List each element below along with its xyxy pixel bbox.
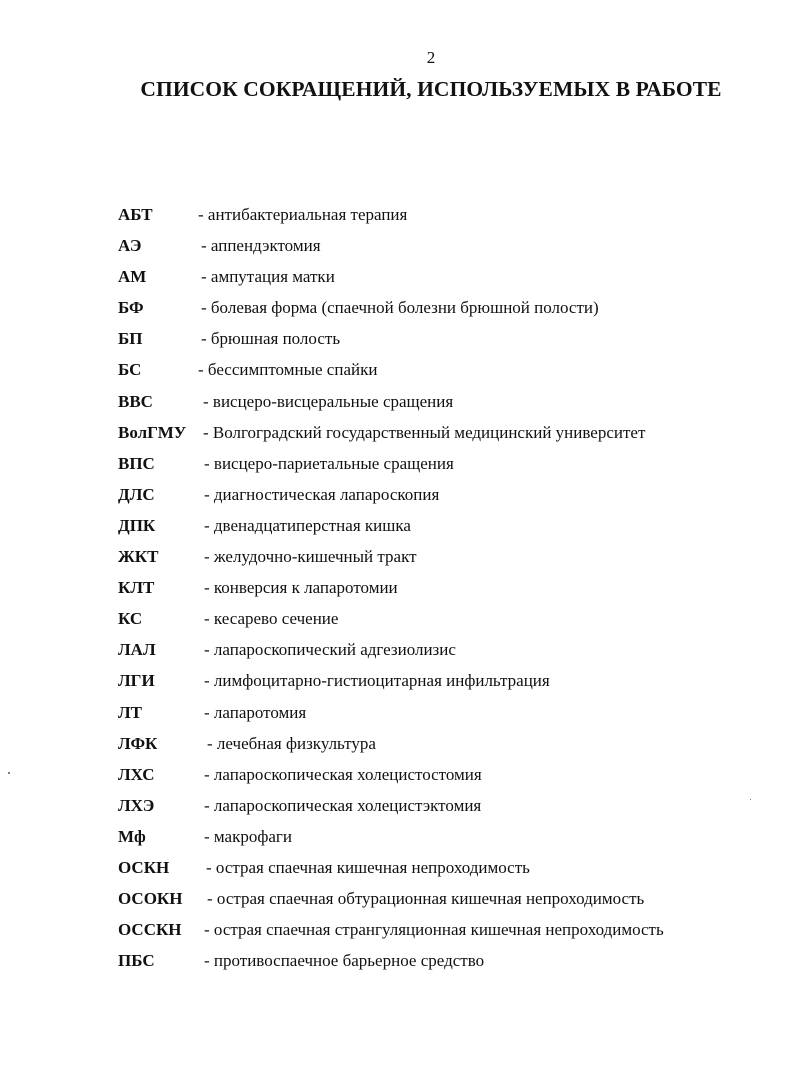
abbreviation-row-lhs [118,762,758,793]
abbreviation-term: ЛФК [118,733,158,753]
abbreviation-term: ЛХС [118,764,155,784]
abbreviation-row-oskn [118,855,758,886]
abbreviation-term: ОСОКН [118,889,183,909]
abbreviation-list [118,202,758,979]
abbreviation-term: ОССКН [118,920,182,940]
abbreviation-definition: - брюшная полость [201,329,341,349]
abbreviation-term: АМ [118,267,147,287]
abbreviation-row-bs [118,357,758,388]
abbreviation-row-klt [118,575,758,606]
scan-speck [750,799,751,800]
abbreviation-term: ЛАЛ [118,640,156,660]
abbreviation-definition: - желудочно-кишечный тракт [204,547,417,567]
abbreviation-row-ks [118,606,758,637]
abbreviation-row-volgmu [118,420,758,451]
abbreviation-definition: - макрофаги [204,826,292,846]
abbreviation-term: ЛГИ [118,671,155,691]
abbreviation-term: ЛТ [118,702,143,722]
abbreviation-row-ae [118,233,758,264]
abbreviation-row-lgi [118,668,758,699]
page-number: 2 [426,48,436,67]
abbreviation-term: КС [118,609,143,629]
scan-speck [8,772,10,774]
abbreviation-row-mf [118,824,758,855]
abbreviation-row-bp [118,326,758,357]
abbreviation-term: АЭ [118,236,142,256]
abbreviation-row-vps [118,451,758,482]
abbreviation-definition: - лимфоцитарно-гистиоцитарная инфильтрация [204,671,550,691]
abbreviation-term: БП [118,329,143,349]
abbreviation-definition: - Волгоградский государственный медицинский университет [203,422,646,442]
abbreviation-term: ВПС [118,453,155,473]
abbreviation-definition: - лечебная физкультура [207,733,376,753]
abbreviation-definition: - противоспаечное барьерное средство [204,951,485,971]
abbreviation-term: ЖКТ [118,547,159,567]
abbreviation-term: ОСКН [118,857,170,877]
abbreviation-definition: - кесарево сечение [204,609,339,629]
abbreviation-term: БФ [118,298,144,318]
abbreviation-row-pbs [118,948,758,979]
abbreviation-row-lhe [118,793,758,824]
abbreviation-definition: - конверсия к лапаротомии [204,578,398,598]
abbreviation-term: Мф [118,826,146,846]
abbreviation-term: ВолГМУ [118,422,187,442]
abbreviation-definition: - лапаротомия [204,702,307,722]
page-title: СПИСОК СОКРАЩЕНИЙ, ИСПОЛЬЗУЕМЫХ В РАБОТЕ [140,77,722,101]
abbreviation-row-dls [118,482,758,513]
abbreviation-definition: - болевая форма (спаечной болезни брюшной полости) [201,298,599,318]
abbreviation-term: ВВС [118,391,153,411]
abbreviation-term: ПБС [118,951,155,971]
abbreviation-term: ЛХЭ [118,795,155,815]
abbreviation-row-zhkt [118,544,758,575]
abbreviation-row-bf [118,295,758,326]
abbreviation-row-osskn [118,917,758,948]
abbreviation-definition: - двенадцатиперстная кишка [204,515,411,535]
abbreviation-definition: - лапароскопический адгезиолизис [204,640,456,660]
abbreviation-term: БС [118,360,142,380]
abbreviation-term: ДПК [118,515,156,535]
abbreviation-row-am [118,264,758,295]
abbreviation-definition: - лапароскопическая холецистостомия [204,764,482,784]
abbreviation-row-abt [118,202,758,233]
abbreviation-term: АБТ [118,205,153,224]
abbreviation-row-lt [118,700,758,731]
abbreviation-definition: - висцеро-париетальные сращения [204,453,454,473]
abbreviation-definition: - аппендэктомия [201,236,321,256]
abbreviation-definition: - острая спаечная кишечная непроходимость [206,857,530,877]
abbreviation-definition: - ампутация матки [201,267,335,287]
abbreviation-row-lfk [118,731,758,762]
abbreviation-row-lal [118,637,758,668]
abbreviation-row-osokn [118,886,758,917]
abbreviation-definition: - острая спаечная странгуляционная кишечная непроходимость [204,920,664,940]
abbreviation-row-vvs [118,389,758,420]
abbreviation-definition: - лапароскопическая холецистэктомия [204,795,482,815]
abbreviation-row-dpk [118,513,758,544]
abbreviation-definition: - бессимптомные спайки [198,360,378,380]
abbreviation-definition: - висцеро-висцеральные сращения [203,391,454,411]
abbreviation-definition: - диагностическая лапароскопия [204,484,440,504]
abbreviation-definition: - острая спаечная обтурационная кишечная непроходимость [207,889,645,909]
abbreviation-term: КЛТ [118,578,155,598]
abbreviation-definition: - антибактериальная терапия [198,205,408,224]
abbreviation-term: ДЛС [118,484,155,504]
